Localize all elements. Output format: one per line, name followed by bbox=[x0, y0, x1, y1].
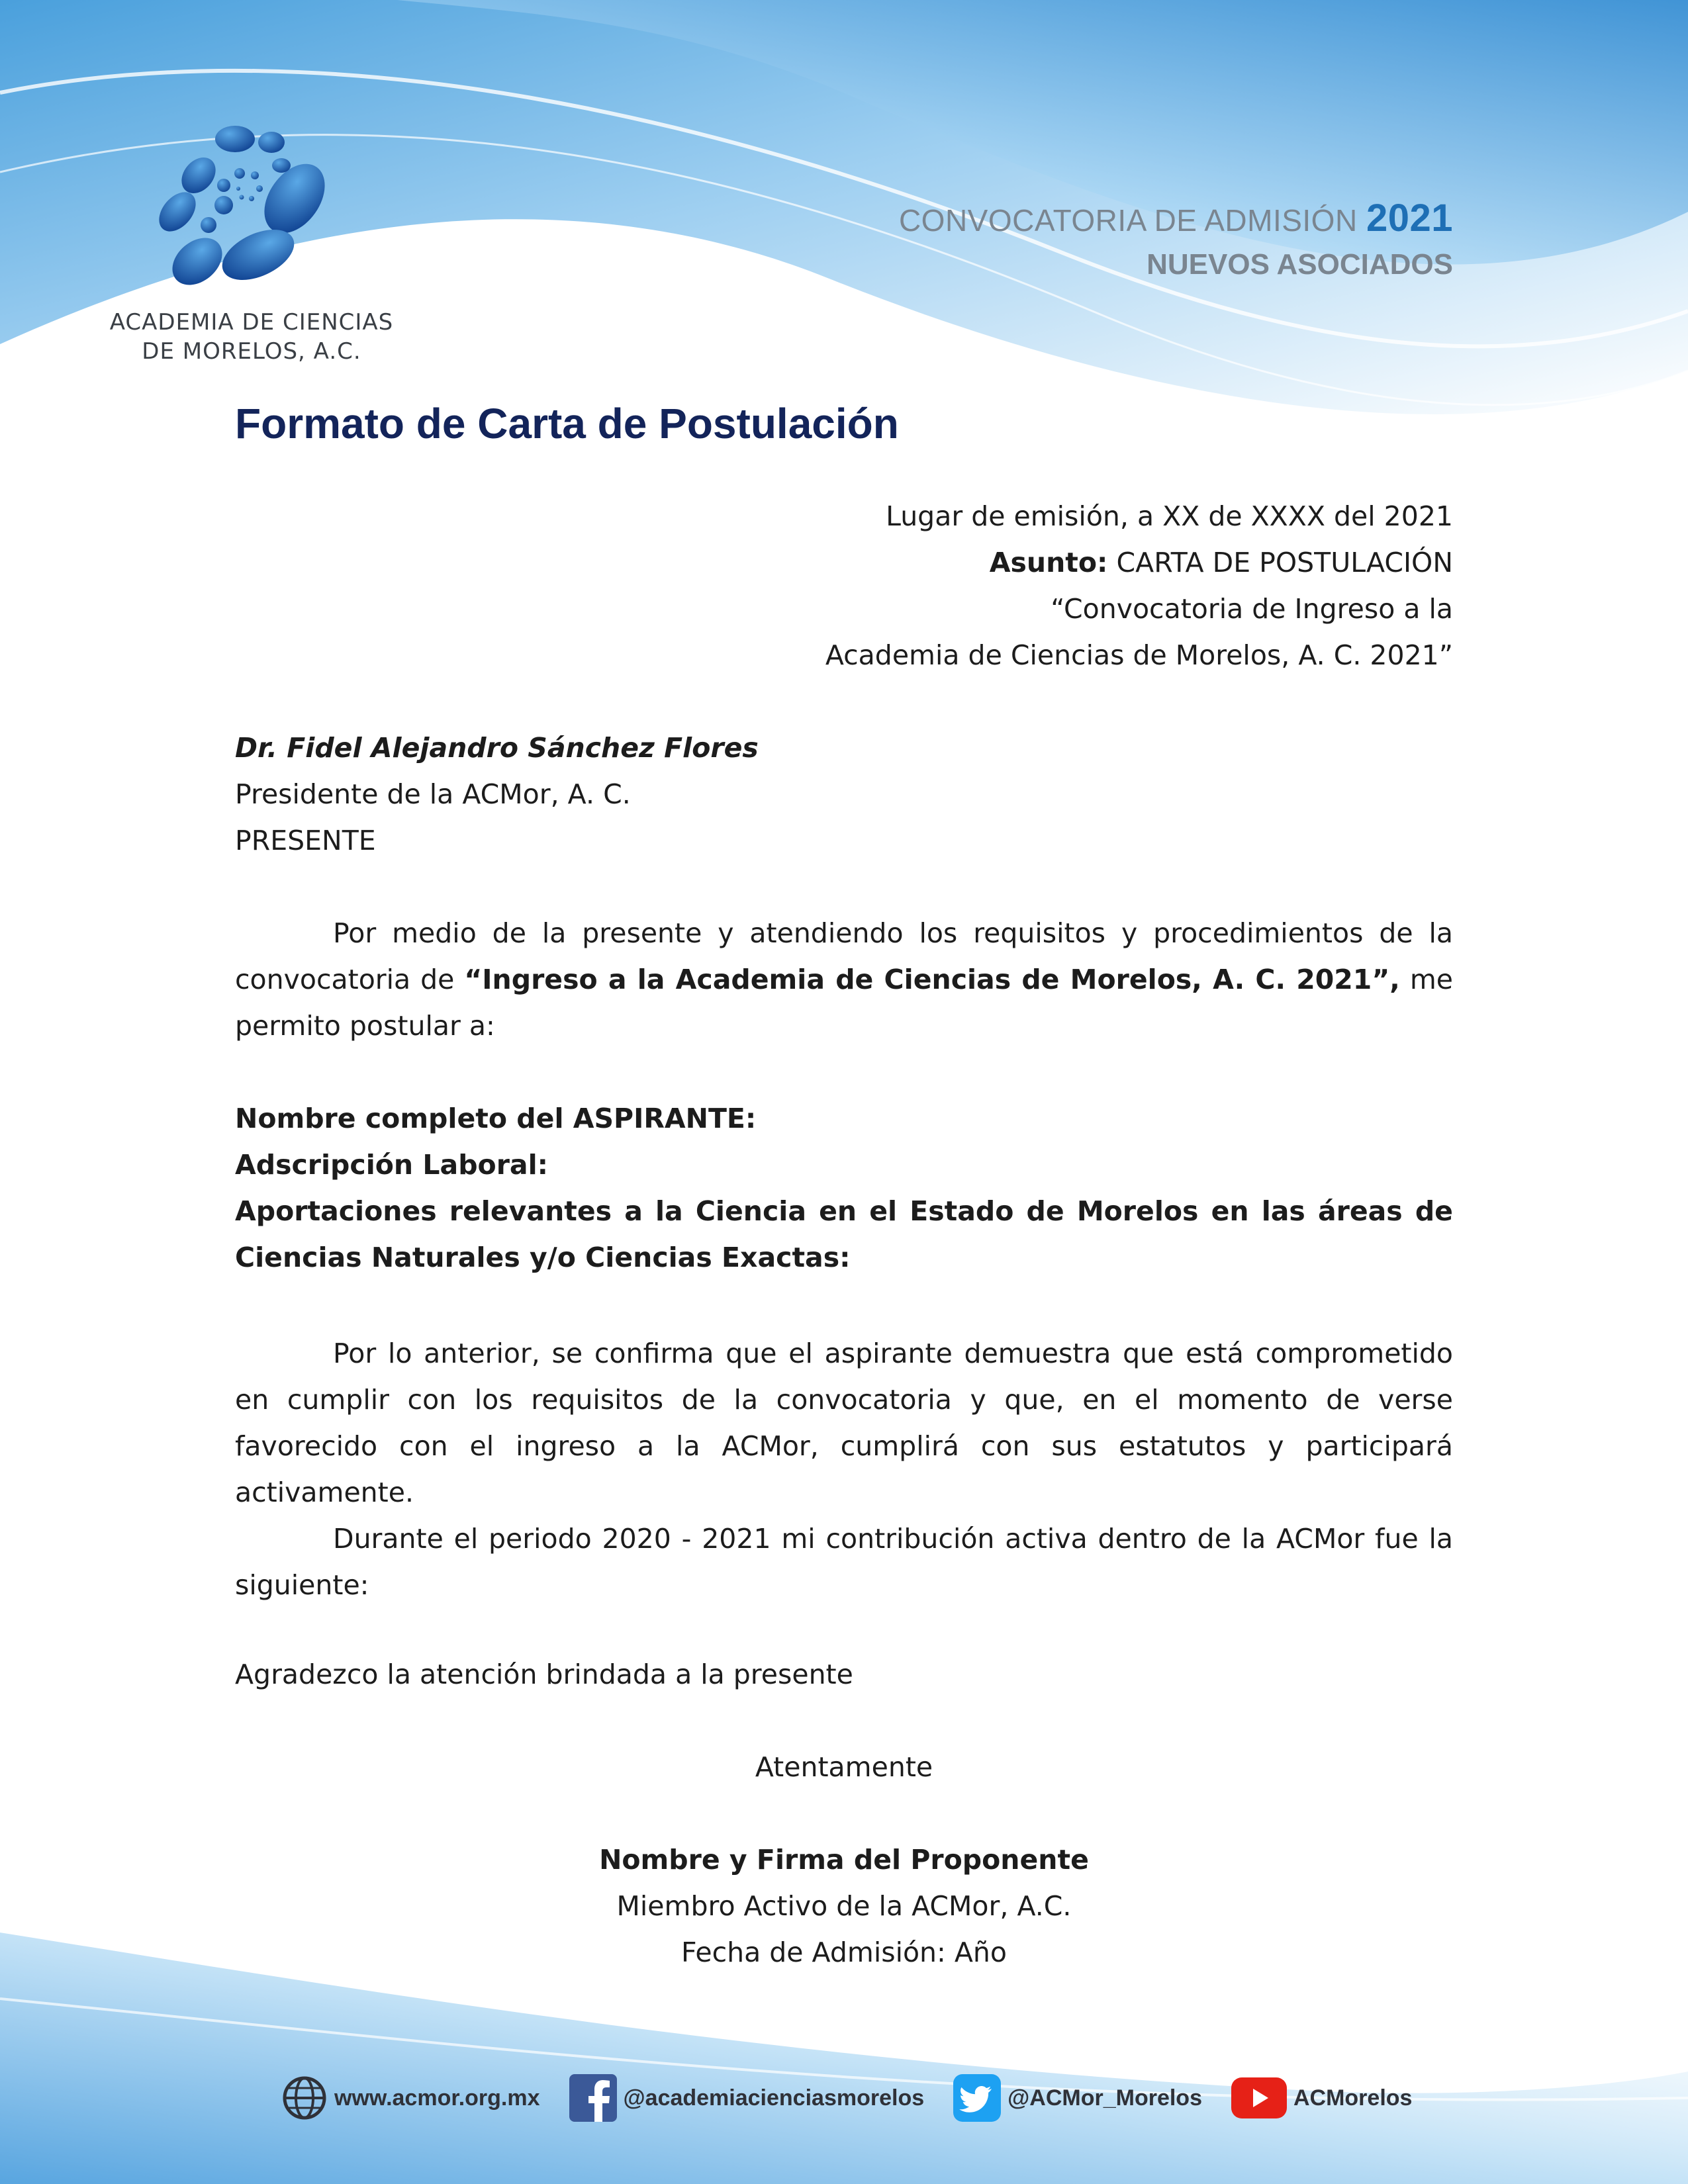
subject-value: CARTA DE POSTULACIÓN bbox=[1116, 547, 1453, 578]
convocatoria-year: 2021 bbox=[1366, 197, 1453, 240]
signature-date: Fecha de Admisión: Año bbox=[681, 1936, 1007, 1968]
facebook-icon bbox=[569, 2074, 617, 2122]
convocatoria-subtitle: NUEVOS ASOCIADOS bbox=[1147, 248, 1453, 281]
academy-logo-text bbox=[106, 308, 397, 366]
paragraph-intro-bold: “Ingreso a la Academia de Ciencias de Morelos, A. C. 2021”, bbox=[464, 964, 1400, 995]
thanks-line: Agradezco la atención brindada a la presente bbox=[235, 1659, 853, 1690]
logo-line-2: DE MORELOS, A.C. bbox=[142, 338, 361, 365]
field-aportaciones-label: Aportaciones relevantes a la Ciencia en el Estado de Morelos en las áreas de Ciencias Naturales y/o Ciencias Exactas: bbox=[235, 1195, 1453, 1273]
recipient-block bbox=[235, 725, 1453, 864]
paragraph-contribution-text: Durante el periodo 2020 - 2021 mi contribución activa dentro de la ACMor fue la siguiente: bbox=[235, 1523, 1453, 1601]
signature-block bbox=[235, 1837, 1453, 1976]
signature-member: Miembro Activo de la ACMor, A.C. bbox=[616, 1890, 1072, 1922]
signature-name: Nombre y Firma del Proponente bbox=[599, 1844, 1089, 1876]
recipient-name: Dr. Fidel Alejandro Sánchez Flores bbox=[235, 732, 759, 764]
place-date: Lugar de emisión, a XX de XXXX del 2021 bbox=[886, 500, 1453, 532]
call-line-1: “Convocatoria de Ingreso a la bbox=[1051, 593, 1453, 625]
recipient-presente: PRESENTE bbox=[235, 825, 376, 856]
letter-meta bbox=[825, 493, 1453, 678]
facebook-text: @academiacienciasmorelos bbox=[623, 2085, 925, 2111]
globe-icon bbox=[281, 2075, 328, 2121]
field-adscripcion-label: Adscripción Laboral: bbox=[235, 1149, 549, 1181]
paragraph-intro-text-b: me permito postular a: bbox=[235, 964, 1453, 1042]
recipient-role: Presidente de la ACMor, A. C. bbox=[235, 778, 631, 810]
paragraph-commitment-text: Por lo anterior, se confirma que el aspirante demuestra que está comprometido en cumplir con los requisitos de la convocatoria y que, en el momento de verse favorecido con el ingreso a la ACMor, cumplirá con sus estatutos y participará activamente. bbox=[235, 1338, 1453, 1508]
paragraph-contribution bbox=[235, 1516, 1453, 1608]
paragraph-commitment bbox=[235, 1330, 1453, 1516]
youtube-text: ACMorelos bbox=[1293, 2085, 1413, 2111]
social-footer bbox=[281, 2071, 1441, 2124]
page-title: Formato de Carta de Postulación bbox=[235, 400, 899, 447]
convocatoria-label: CONVOCATORIA DE ADMISIÓN bbox=[898, 203, 1358, 238]
academy-logo bbox=[146, 113, 344, 298]
candidate-fields bbox=[235, 1095, 1453, 1281]
website-link[interactable] bbox=[281, 2075, 540, 2121]
convocatoria-heading bbox=[899, 199, 1453, 240]
twitter-link[interactable] bbox=[953, 2074, 1202, 2122]
twitter-icon bbox=[953, 2074, 1001, 2122]
subject-line bbox=[825, 539, 1453, 586]
logo-line-1: ACADEMIA DE CIENCIAS bbox=[109, 309, 394, 336]
youtube-icon bbox=[1231, 2077, 1287, 2118]
paragraph-intro-text-a: Por medio de la presente y atendiendo los requisitos y procedimientos de la convocatoria de bbox=[235, 917, 1453, 995]
facebook-link[interactable] bbox=[569, 2074, 925, 2122]
paragraph-intro bbox=[235, 910, 1453, 1049]
twitter-text: @ACMor_Morelos bbox=[1008, 2085, 1202, 2111]
field-name-label: Nombre completo del ASPIRANTE: bbox=[235, 1103, 757, 1134]
subject-label: Asunto: bbox=[989, 547, 1108, 578]
call-line-2: Academia de Ciencias de Morelos, A. C. 2021” bbox=[825, 639, 1453, 671]
closing-line: Atentamente bbox=[755, 1751, 933, 1783]
youtube-link[interactable] bbox=[1231, 2077, 1412, 2118]
website-text: www.acmor.org.mx bbox=[334, 2085, 540, 2111]
